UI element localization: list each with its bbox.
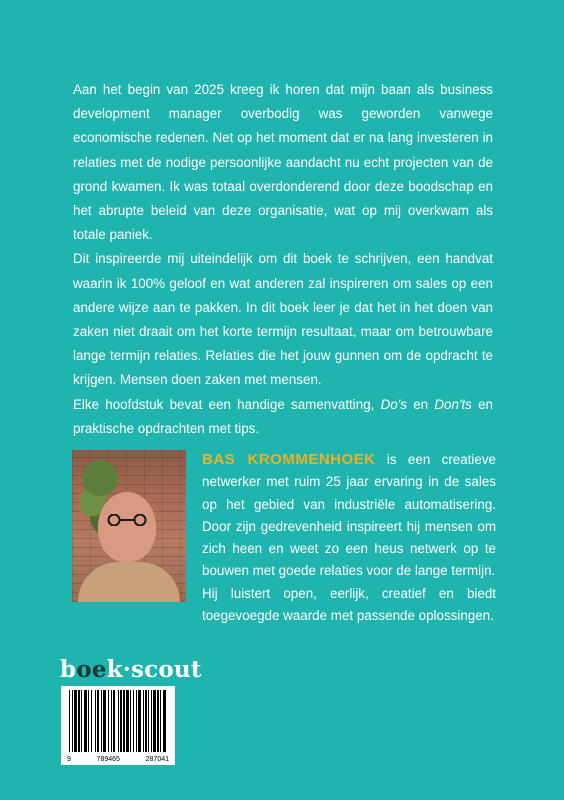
barcode-bar [118, 690, 119, 752]
barcode-bar [78, 690, 80, 752]
back-cover-blurb [73, 78, 493, 441]
barcode-bar [97, 690, 99, 752]
barcode-bar [160, 690, 161, 752]
barcode-digits-left: 789465 [96, 756, 120, 763]
barcode-digits [61, 756, 175, 763]
isbn-barcode [61, 686, 175, 765]
author-bio-paragraph-1 [202, 449, 496, 583]
barcode-bar [88, 690, 89, 752]
blurb-paragraph-1: Aan het begin van 2025 kreeg ik horen dat mijn baan als business development manager overbodig was geworden vanwege economische redenen. Net op het moment dat er na lang investeren in relaties met de nodige persoonlijke aandacht nu echt projecten van de grond kwamen. Ik was totaal overdonderend door deze boodschap en het abrupte beleid van deze organisatie, wat op mij overkwam als totale paniek. [73, 82, 493, 243]
barcode-bar [153, 690, 156, 752]
barcode-bar [69, 690, 70, 752]
blurb-paragraph-3-end: en praktische opdrachten met tips. [73, 396, 493, 436]
barcode-digits-right: 287041 [145, 756, 169, 763]
barcode-bar [130, 690, 131, 752]
barcode-bar [123, 690, 125, 752]
barcode-bars [61, 686, 175, 765]
barcode-bar [113, 690, 115, 752]
barcode-bar [91, 690, 92, 752]
blurb-paragraph-2: Dit inspireerde mij uiteindelijk om dit boek te schrijven, een handvat waarin ik 100% geloof en wat anderen zal inspireren om sales op een andere wijze aan te pakken. In dit boek leer je dat het in het doen van zaken niet draait om het korte termijn resultaat, maar om betrouwbare lange termijn relaties. Relaties die het jouw gunnen om de opdracht te krijgen. Mensen doen zaken met mensen. [73, 251, 493, 388]
author-photo [72, 450, 186, 602]
publisher-logo-part-1: b [60, 656, 77, 683]
barcode-bar [103, 690, 106, 752]
glasses-icon [101, 514, 153, 526]
publisher-logo-part-2: oe [76, 656, 107, 683]
barcode-bar [145, 690, 147, 752]
barcode-bar [157, 690, 159, 752]
author-bio-text-1: is een creatieve netwerker met ruim 25 jaar ervaring in de sales op het gebied van industriële automatisering. Door zijn gedrevenheid inspireert hij mensen om zich heen en weet zo een heus netwerk op te bouwen met goede relaties voor de lange termijn. [202, 452, 496, 579]
barcode-digit-first: 9 [67, 756, 71, 763]
barcode-bar [74, 690, 77, 752]
author-face [98, 492, 156, 562]
barcode-bar [133, 690, 134, 752]
author-bio [202, 449, 496, 627]
publisher-logo [60, 656, 202, 683]
dos-label: Do's [380, 396, 407, 412]
author-name: BAS KROMMENHOEK [202, 451, 376, 468]
blurb-paragraph-3-en: en [406, 396, 435, 412]
barcode-bar [111, 690, 112, 752]
barcode-bar [84, 690, 87, 752]
donts-label: Don'ts [434, 396, 472, 412]
barcode-bar [101, 690, 102, 752]
barcode-bar [72, 690, 73, 752]
barcode-bar [163, 690, 166, 752]
barcode-bar [148, 690, 149, 752]
publisher-logo-part-3: k·scout [106, 656, 202, 683]
barcode-bar [95, 690, 96, 752]
author-bio-paragraph-2: Hij luistert open, eerlijk, creatief en biedt toegevoegde waarde met passende oplossingen. [202, 585, 496, 624]
barcode-bar [136, 690, 137, 752]
barcode-bar [151, 690, 152, 752]
barcode-bar [81, 690, 82, 752]
barcode-bar [126, 690, 129, 752]
blurb-paragraph-3 [73, 393, 493, 441]
barcode-bar [143, 690, 144, 752]
barcode-bar [120, 690, 122, 752]
barcode-bar [138, 690, 141, 752]
barcode-bar [108, 690, 109, 752]
blurb-paragraph-3-start: Elke hoofdstuk bevat een handige samenvatting, [73, 396, 381, 412]
